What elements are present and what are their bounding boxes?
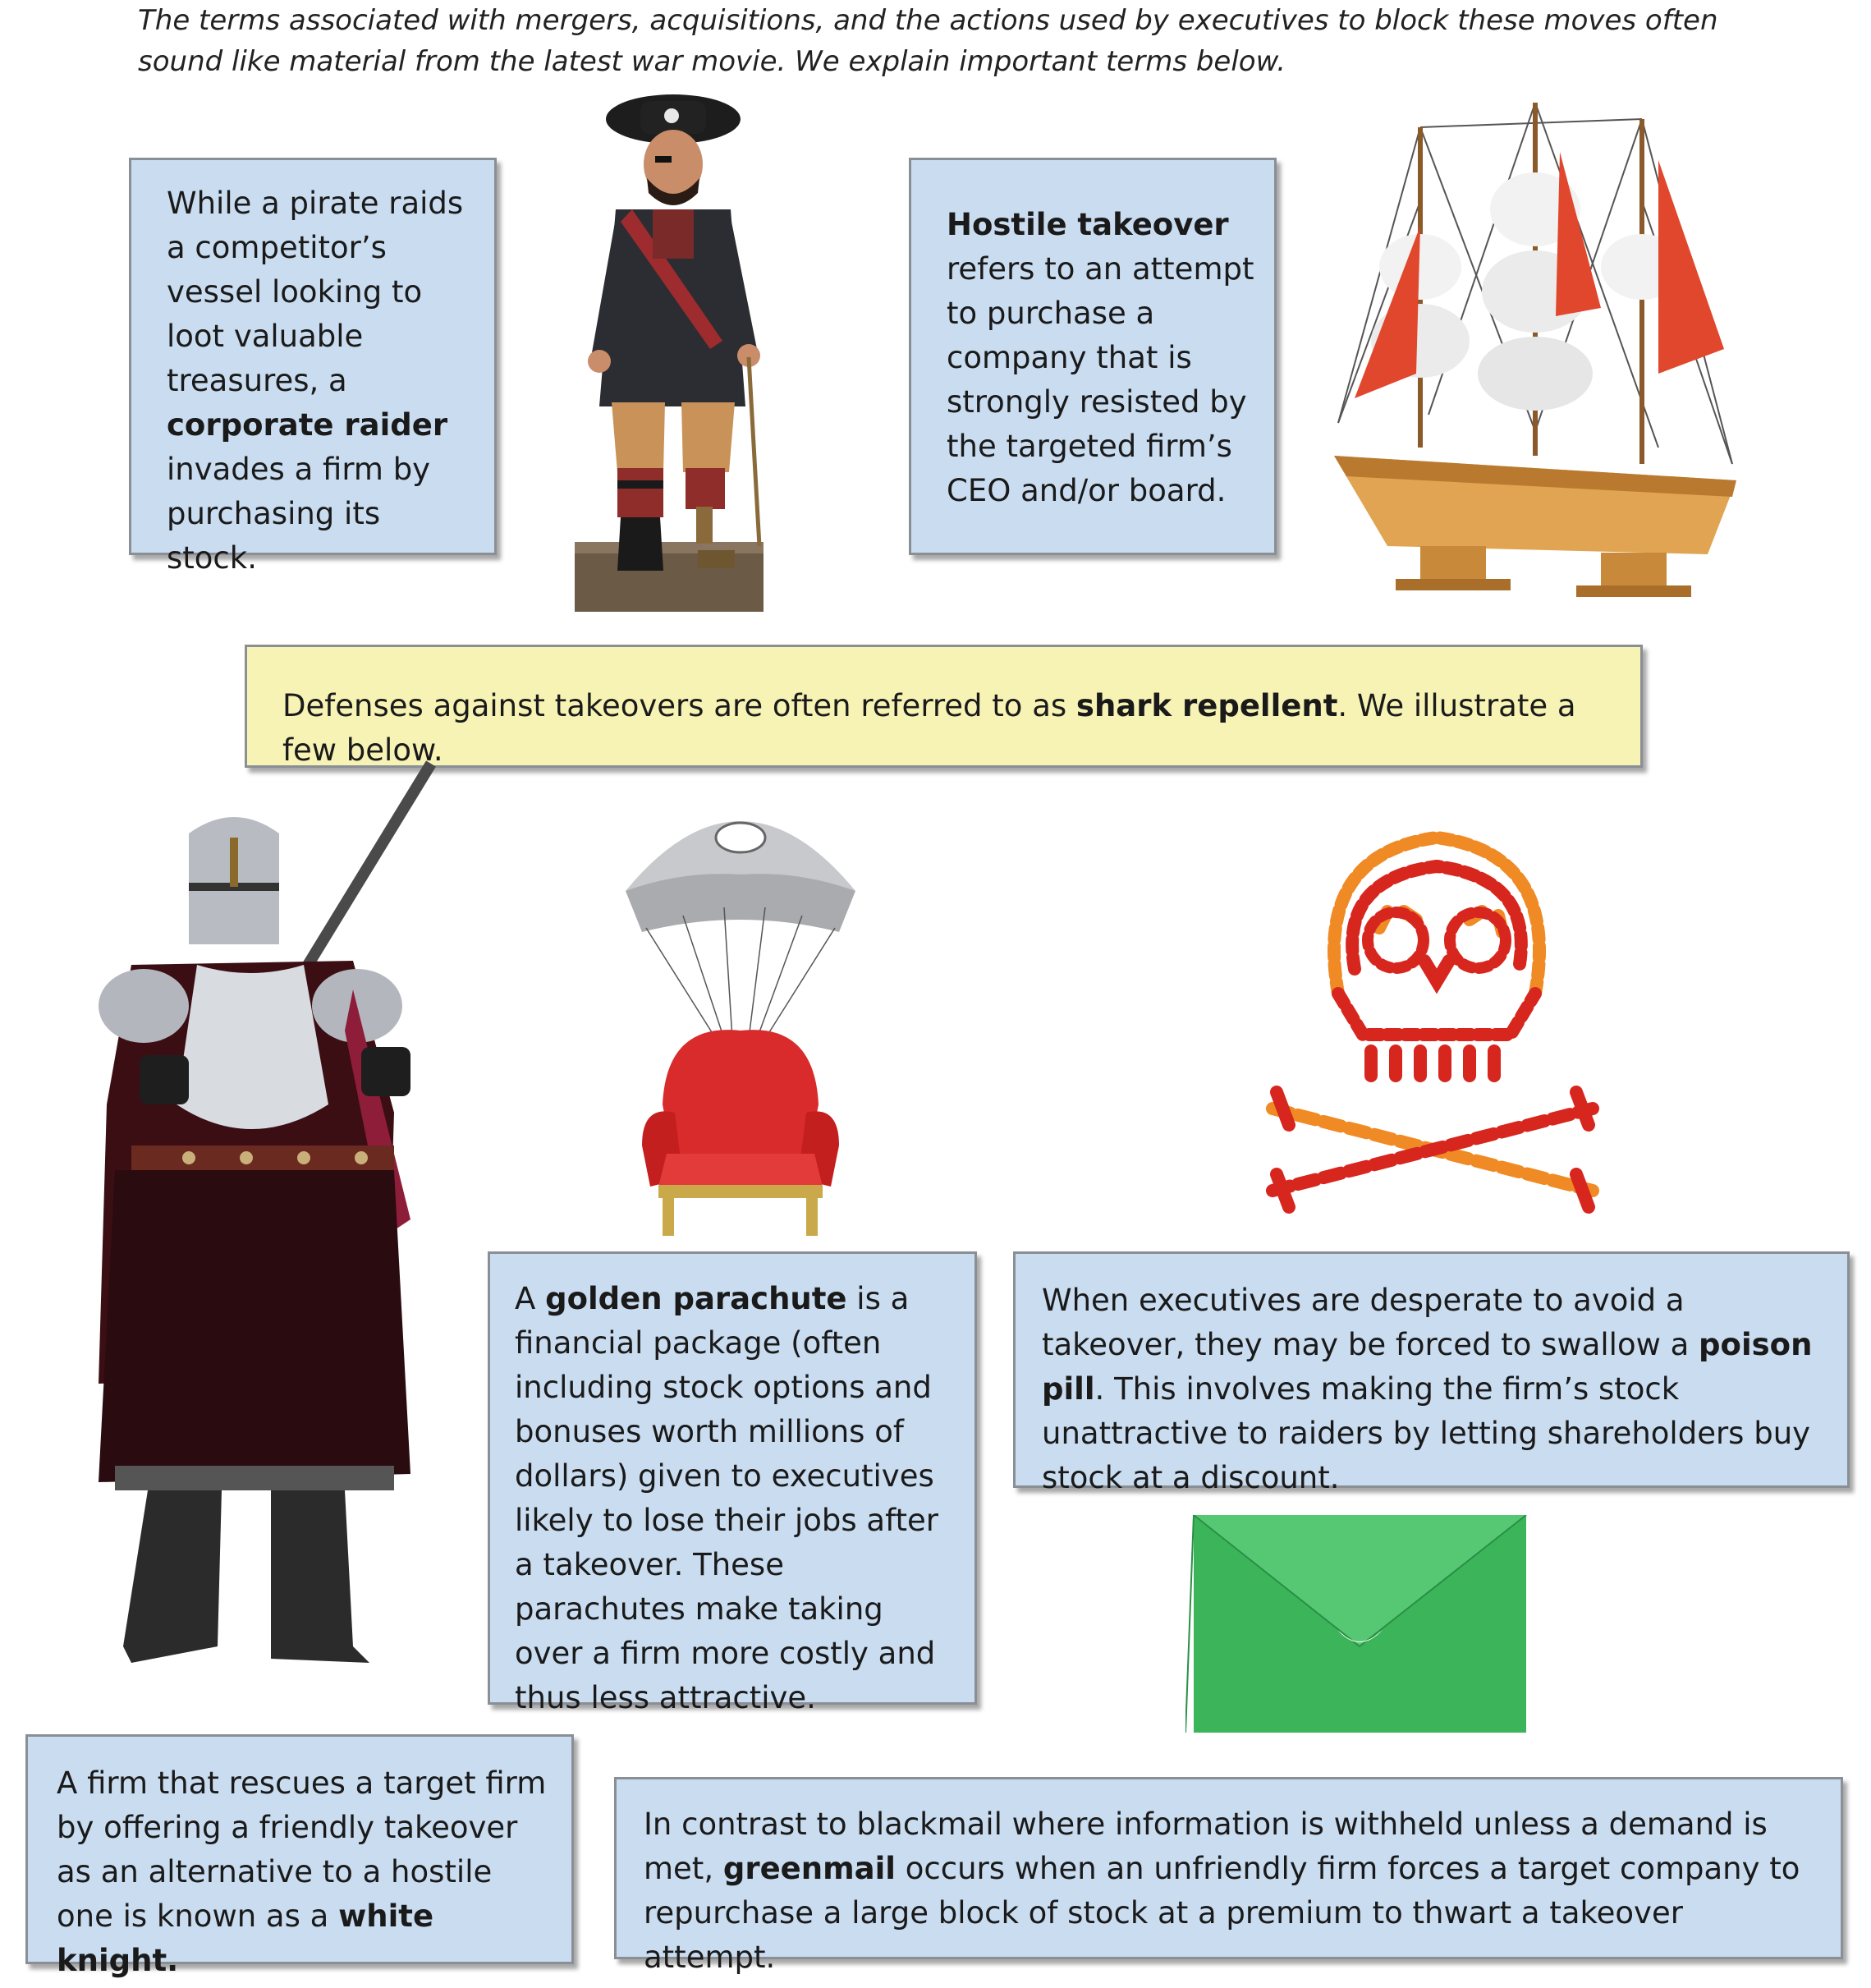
shark-repellent-box	[245, 645, 1643, 768]
corporate-raider-box	[129, 158, 497, 576]
poison-pill-term: poison pill	[1042, 1327, 1813, 1407]
golden-parachute-text-after: is a financial package (often including stock options and bonuses worth millions of dollars) given to executives likely to lose their jobs after a takeover. These parachutes make taking over a firm more costly and thus less attractive.	[515, 1281, 938, 1715]
pirate-icon	[566, 86, 772, 620]
knight-icon	[82, 760, 493, 1696]
corporate-raider-text-after: invades a firm by purchasing its stock.	[167, 452, 431, 576]
shark-repellent-text-before: Defenses against takeovers are often referred to as	[282, 688, 1076, 723]
golden-parachute-text-before: A	[515, 1281, 546, 1316]
shark-repellent-term: shark repellent	[1075, 688, 1338, 723]
greenmail-text-after: occurs when an unfriendly firm forces a target company to repurchase a large block of stock at a premium to thwart a takeover attempt.	[644, 1851, 1800, 1975]
white-knight-text-before: A firm that rescues a target firm by offering a friendly takeover as an alternative to a hostile one is known as a	[57, 1765, 547, 1934]
poison-pill-text-after: . This involves making the firm’s stock unattractive to raiders by letting shareholders buy stock at a discount.	[1042, 1371, 1811, 1495]
hostile-takeover-box	[909, 158, 1277, 555]
corporate-raider-term: corporate raider	[167, 407, 448, 443]
corporate-raider-text-before: While a pirate raids a competitor’s vessel looking to loot valuable treasures, a	[167, 186, 464, 398]
greenmail-text-before: In contrast to blackmail where information is withheld unless a demand is met,	[644, 1807, 1768, 1886]
intro-text: The terms associated with mergers, acquisitions, and the actions used by executives to block these moves often sound like material from the latest war movie. We explain important terms below.	[138, 4, 1718, 78]
white-knight-term: white knight.	[57, 1898, 434, 1978]
poison-pill-text-before: When executives are desperate to avoid a takeover, they may be forced to swallow a	[1042, 1283, 1699, 1362]
hostile-takeover-text-after: refers to an attempt to purchase a company that is strongly resisted by the targeted firm’s CEO and/or board.	[947, 251, 1254, 508]
poison-pill-box	[1013, 1251, 1850, 1495]
white-knight-box	[25, 1734, 574, 1978]
green-envelope-icon	[1185, 1515, 1535, 1735]
hostile-takeover-term: Hostile takeover	[947, 207, 1229, 242]
sailing-ship-icon	[1330, 103, 1740, 612]
skull-crossbones-pills-icon	[1264, 805, 1609, 1215]
golden-parachute-box	[488, 1251, 977, 1715]
shark-repellent-text-after: . We illustrate a few below.	[282, 688, 1576, 768]
greenmail-box	[614, 1777, 1843, 1975]
parachute-chair-icon	[617, 792, 864, 1244]
golden-parachute-term: golden parachute	[545, 1281, 847, 1316]
greenmail-term: greenmail	[722, 1851, 896, 1886]
